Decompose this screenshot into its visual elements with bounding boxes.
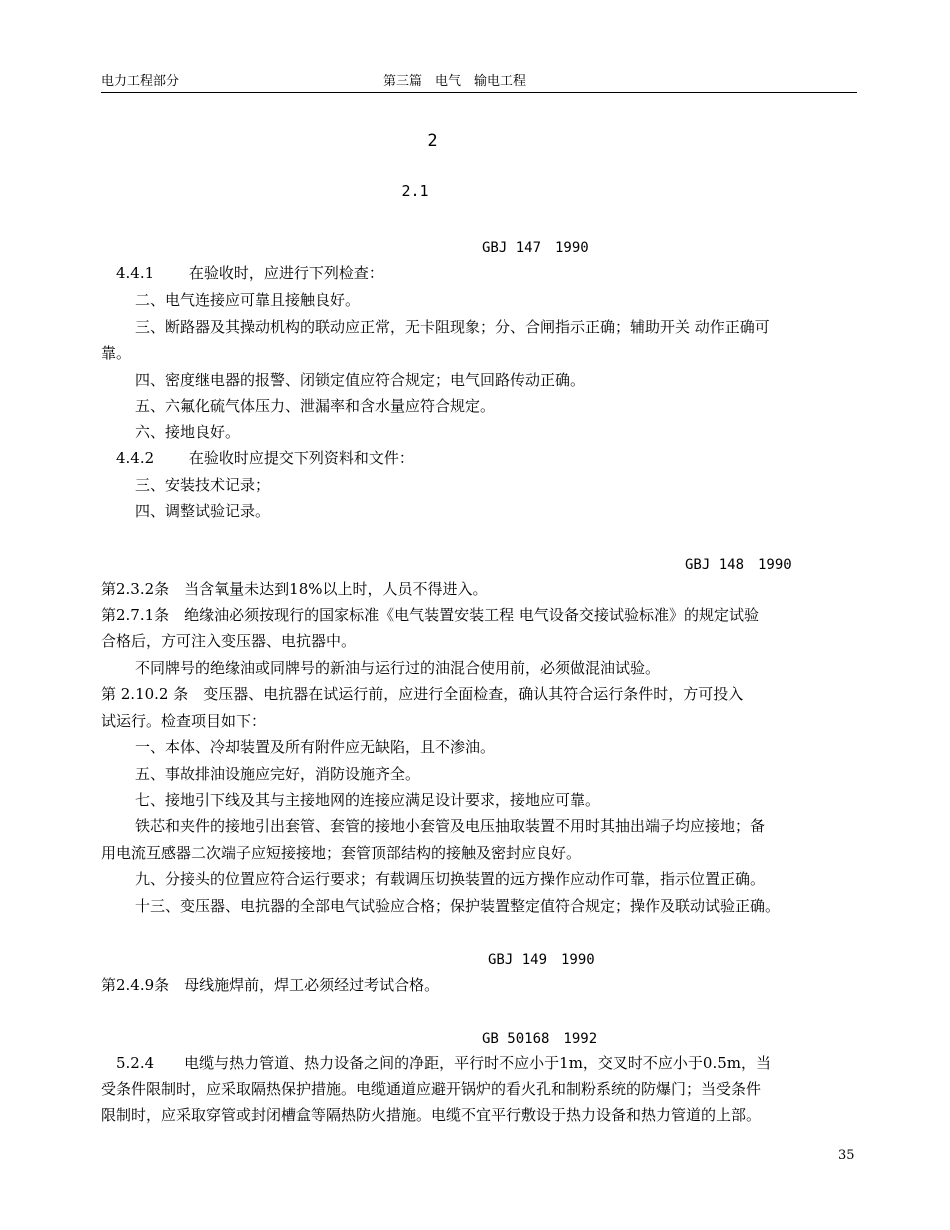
std1-item-cont: 靠。 — [101, 344, 132, 362]
std4-line: 限制时，应采取穿管或封闭槽盒等隔热防火措施。电缆不宜平行敷设于热力设备和热力管道的上部。 — [101, 1106, 762, 1124]
std4-line: 受条件限制时，应采取隔热保护措施。电缆通道应避开锅炉的看火孔和制粉系统的防爆门；当受条件 — [101, 1080, 762, 1098]
std3-name — [101, 950, 227, 970]
std2-subtitle — [272, 555, 580, 575]
std2-line: 试运行。检查项目如下： — [101, 712, 267, 730]
std4-name — [101, 1029, 395, 1049]
std2-line: 十三、变压器、电抗器的全部电气试验应合格；保护装置整定值符合规定；操作及联动试验正确。 — [135, 897, 781, 915]
std3-subtitle — [272, 950, 440, 970]
std1-item: 三、安装技术记录； — [135, 476, 271, 494]
page-number: 35 — [838, 1148, 855, 1163]
std2-line: 九、分接头的位置应符合运行要求；有载调压切换装置的远方操作应动作可靠，指示位置正确。 — [135, 870, 766, 888]
std2-line: 七、接地引下线及其与主接地网的连接应满足设计要求，接地应可靠。 — [135, 791, 601, 809]
std3-line: 第2.4.9条 母线施焊前，焊工必须经过考试合格。 — [101, 976, 440, 994]
std1-code: GBJ 147 1990 — [482, 240, 589, 256]
std1-item: 六、接地良好。 — [135, 423, 241, 441]
std4-code: GB 50168 1992 — [482, 1031, 598, 1047]
std1-clause2: 4.4.2 在验收时应提交下列资料和文件： — [101, 449, 414, 467]
std2-line: 五、事故排油设施应完好，消防设施齐全。 — [135, 765, 421, 783]
std1-item: 四、密度继电器的报警、闭锁定值应符合规定；电气回路传动正确。 — [135, 371, 586, 389]
chapter-title: 2 — [427, 131, 523, 151]
std1-subtitle — [272, 238, 440, 258]
section-title: 2.1 — [401, 182, 549, 200]
std1-name — [101, 238, 227, 258]
std2-line: 第2.7.1条 绝缘油必须按现行的国家标准《电气装置安装工程 电气设备交接试验标准》的规定试验 — [101, 606, 759, 624]
std2-line: 一、本体、冷却装置及所有附件应无缺陷，且不渗油。 — [135, 738, 496, 756]
std2-line: 不同牌号的绝缘油或同牌号的新油与运行过的油混合使用前，必须做混油试验。 — [135, 659, 661, 677]
header-rule — [101, 92, 857, 93]
std3-code: GBJ 149 1990 — [488, 952, 595, 968]
std1-item: 五、六氟化硫气体压力、泄漏率和含水量应符合规定。 — [135, 397, 496, 415]
std1-item: 三、断路器及其操动机构的联动应正常，无卡阻现象；分、合闸指示正确；辅助开关 动作正确可 — [135, 318, 770, 336]
std1-item: 二、电气连接应可靠且接触良好。 — [135, 291, 361, 309]
std2-code: GBJ 148 1990 — [685, 557, 792, 573]
std4-line: 5.2.4 电缆与热力管道、热力设备之间的净距，平行时不应小于1m，交叉时不应小于0.5m，当 — [101, 1054, 772, 1072]
std1-clause1: 4.4.1 在验收时，应进行下列检查： — [101, 264, 384, 282]
std2-name — [101, 555, 227, 575]
std2-line: 第 2.10.2 条 变压器、电抗器在试运行前，应进行全面检查，确认其符合运行条件时，方可投入 — [101, 685, 744, 703]
header-left: 电力工程部分 — [101, 74, 180, 89]
header-center: 第三篇 电气 输电工程 — [383, 74, 527, 89]
std2-line: 用电流互感器二次端子应短接接地；套管顶部结构的接触及密封应良好。 — [101, 844, 582, 862]
std2-line: 铁芯和夹件的接地引出套管、套管的接地小套管及电压抽取装置不用时其抽出端子均应接地；备 — [135, 817, 766, 835]
std2-line: 第2.3.2条 当含氧量未达到18%以上时，人员不得进入。 — [101, 580, 488, 598]
std2-line: 合格后，方可注入变压器、电抗器中。 — [101, 632, 357, 650]
std1-item: 四、调整试验记录。 — [135, 502, 271, 520]
